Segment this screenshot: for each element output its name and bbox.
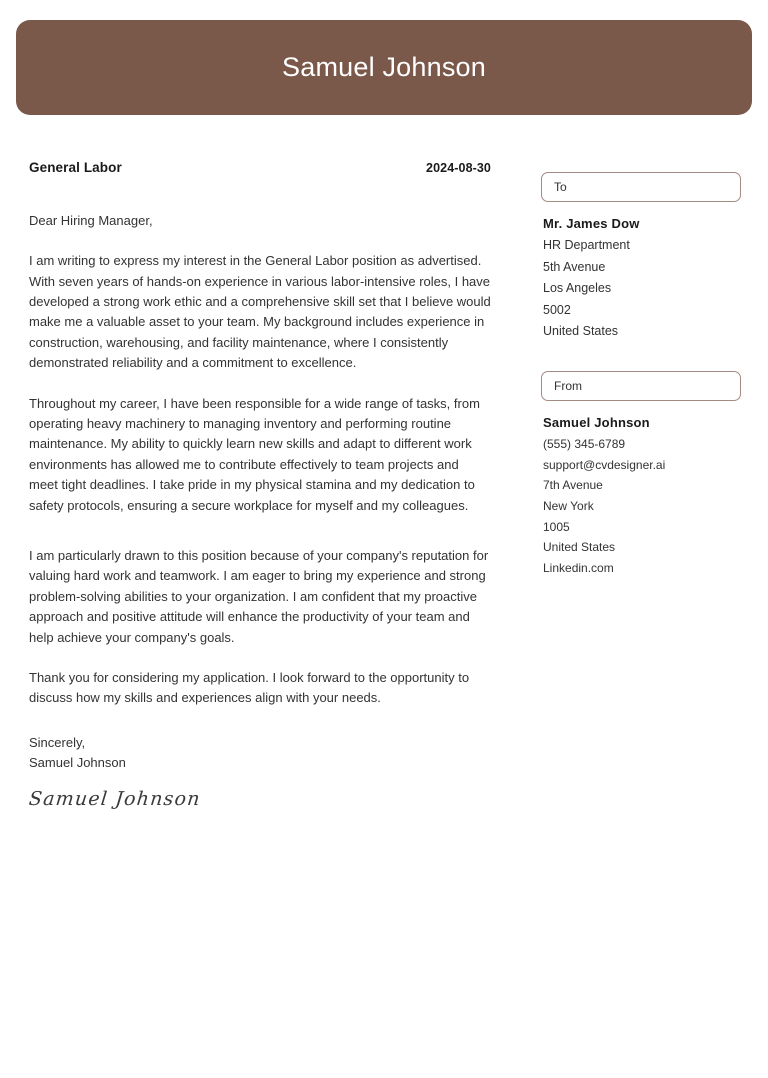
- address-block-gap: [541, 343, 741, 371]
- job-position-title: General Labor: [29, 160, 122, 175]
- sender-line: 7th Avenue: [543, 478, 603, 493]
- recipient-box-label: To: [554, 180, 567, 194]
- sender-website: Linkedin.com: [543, 560, 614, 575]
- salutation: Dear Hiring Manager,: [29, 213, 153, 228]
- recipient-details: [543, 213, 741, 343]
- recipient-line: 5002: [543, 302, 571, 317]
- sender-line: United States: [543, 540, 616, 555]
- recipient-line: Los Angeles: [543, 281, 612, 296]
- letter-date: 2024-08-30: [426, 161, 491, 175]
- letter-paragraph-3: I am particularly drawn to this position because of your company's reputation for valuing hard work and teamwork. I am eager to bring my experience and strong problem-solving abilities to your organization. I am confident that my proactive approach and positive attitude will enhance the productivity of your team and help achieve your company's goals.: [29, 548, 489, 645]
- letter-paragraph-2: Throughout my career, I have been responsible for a wide range of tasks, from operating heavy machinery to managing inventory and performing routine maintenance. My ability to quickly learn new skills and adapt to different work environments has allowed me to contribute effectively to team projects and meet tight deadlines. I take pride in my physical stamina and my dedication to safety protocols, ensuring a secure workplace for myself and my colleagues.: [29, 395, 480, 513]
- address-column: [541, 172, 741, 579]
- sender-email: support@cvdesigner.ai: [543, 457, 666, 472]
- sender-line: 1005: [543, 519, 570, 534]
- letter-paragraph-1: I am writing to express my interest in the General Labor position as advertised. With seven years of hands-on experience in various labor-intensive roles, I have developed a strong work ethic and a comprehensive skill set that I believe would make me a valuable asset to your team. My background includes experience in construction, warehousing, and facility maintenance, where I consistently demonstrated reliability and a commitment to excellence.: [29, 253, 491, 371]
- header-banner: [16, 20, 752, 115]
- page-title: Samuel Johnson: [282, 52, 486, 82]
- recipient-name: Mr. James Dow: [543, 216, 640, 231]
- closing-name: Samuel Johnson: [29, 755, 126, 770]
- closing-word: Sincerely,: [29, 734, 86, 750]
- sender-box: [541, 371, 741, 401]
- sender-details: [543, 412, 741, 579]
- letter-paragraph-4: Thank you for considering my application. I look forward to the opportunity to discuss how my skills and experiences align with your needs.: [29, 670, 470, 706]
- letter-body-column: [29, 160, 491, 810]
- signature-script: Samuel Johnson: [27, 788, 202, 811]
- letter-closing: [29, 733, 491, 773]
- recipient-box: [541, 172, 741, 202]
- sender-line: New York: [543, 499, 594, 514]
- sender-box-label: From: [554, 378, 582, 393]
- sender-name: Samuel Johnson: [543, 414, 650, 430]
- recipient-line: United States: [543, 324, 619, 339]
- recipient-line: HR Department: [543, 238, 630, 253]
- sender-phone: (555) 345-6789: [543, 437, 626, 452]
- letter-header-row: [29, 160, 491, 175]
- recipient-line: 5th Avenue: [543, 259, 606, 274]
